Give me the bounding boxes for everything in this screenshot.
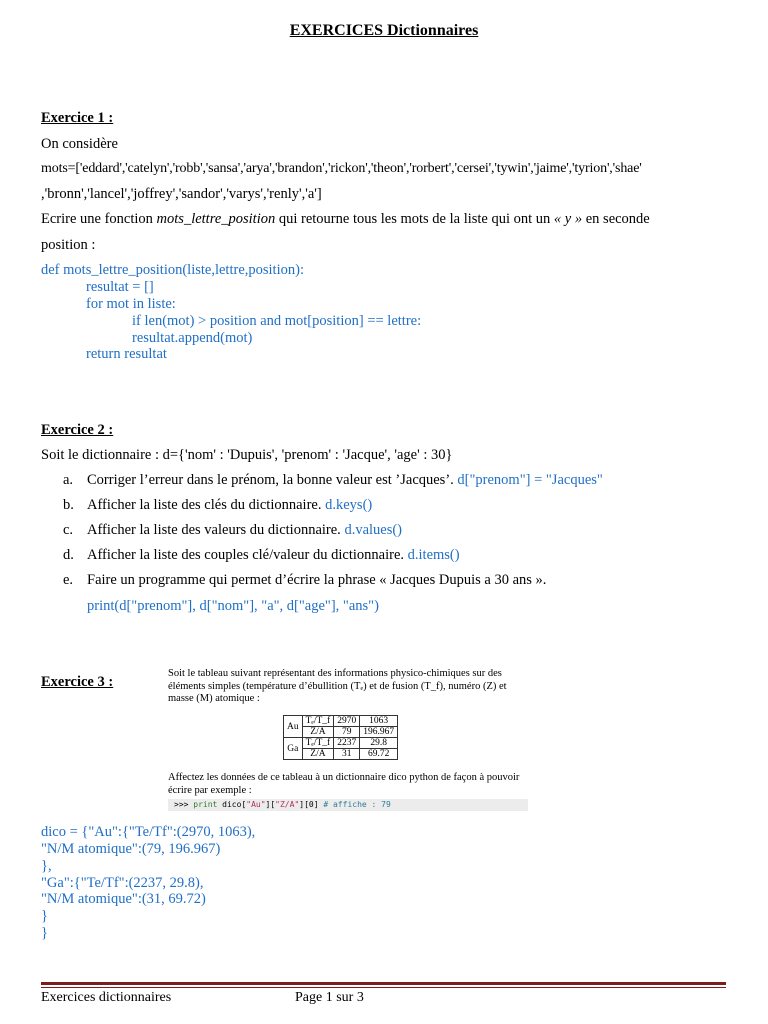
list-item-answer: d["prenom"] = "Jacques" bbox=[457, 472, 603, 488]
exercise-2-heading: Exercice 2 : bbox=[41, 422, 114, 438]
list-item bbox=[0, 497, 768, 517]
code-text: ][0] bbox=[299, 800, 324, 809]
table-cell: 2237 bbox=[334, 738, 360, 749]
list-item-letter: e. bbox=[63, 572, 74, 588]
code-line: "Ga":{"Te/Tf":(2237, 29.8), bbox=[41, 875, 204, 891]
footer-divider bbox=[41, 982, 726, 985]
element-table bbox=[283, 715, 398, 760]
ex1-question-text-c: en seconde bbox=[582, 211, 650, 227]
code-text: dico[ bbox=[217, 800, 247, 809]
list-item-text: Afficher la liste des clés du dictionnaire. bbox=[87, 497, 326, 513]
page-title: EXERCICES Dictionnaires bbox=[289, 22, 479, 39]
table-cell: Z/A bbox=[302, 749, 334, 760]
code-line: "N/M atomique":(79, 196.967) bbox=[41, 841, 221, 857]
table-cell: 31 bbox=[334, 749, 360, 760]
list-item-letter: b. bbox=[63, 497, 74, 513]
code-line: resultat.append(mot) bbox=[132, 330, 253, 346]
code-line: if len(mot) > position and mot[position] == lettre: bbox=[132, 313, 422, 329]
table-cell: Z/A bbox=[302, 727, 334, 738]
code-string: "Au" bbox=[246, 800, 266, 809]
list-item-letter: c. bbox=[63, 522, 74, 538]
list-item-answer: d.keys() bbox=[325, 497, 373, 513]
list-item-text: Corriger l’erreur dans le prénom, la bonne valeur est ’Jacques’. bbox=[87, 472, 458, 488]
list-item-answer: d.values() bbox=[344, 522, 403, 538]
list-item-answer: d.items() bbox=[407, 547, 460, 563]
footer-divider bbox=[41, 987, 726, 988]
ex2-intro: Soit le dictionnaire : d={'nom' : 'Dupuis', 'prenom' : 'Jacque', 'age' : 30} bbox=[41, 447, 453, 463]
list-item-letter: a. bbox=[63, 472, 74, 488]
ex1-question-text-b: qui retourne tous les mots de la liste qui ont un bbox=[275, 211, 554, 227]
footer-title: Exercices dictionnaires bbox=[41, 990, 172, 1005]
ex1-letter: « y » bbox=[553, 211, 583, 227]
code-line: def mots_lettre_position(liste,lettre,position): bbox=[41, 262, 304, 278]
code-line: } bbox=[41, 908, 48, 924]
table-cell: Tₑ/T_f bbox=[302, 716, 334, 727]
ex1-intro: On considère bbox=[41, 136, 118, 152]
exercise-3-image bbox=[168, 668, 528, 814]
code-string: "Z/A" bbox=[275, 800, 300, 809]
ex1-question-line2: position : bbox=[41, 237, 96, 253]
table-cell: Au bbox=[284, 716, 303, 738]
exercise-3-heading: Exercice 3 : bbox=[41, 674, 114, 690]
table-cell: 79 bbox=[334, 727, 360, 738]
code-text: ][ bbox=[265, 800, 276, 809]
code-keyword: print bbox=[193, 800, 218, 809]
table-cell: 1063 bbox=[360, 716, 398, 727]
table-cell: 29.8 bbox=[360, 738, 398, 749]
list-item-text: Afficher la liste des couples clé/valeur du dictionnaire. bbox=[87, 547, 408, 563]
code-line: }, bbox=[41, 858, 52, 874]
list-item bbox=[0, 547, 768, 567]
ex1-question-text-a: Ecrire une fonction bbox=[41, 211, 157, 227]
list-item bbox=[0, 572, 768, 592]
code-line: } bbox=[41, 925, 48, 941]
table-cell: Tₑ/T_f bbox=[302, 738, 334, 749]
ex1-list-line1: mots=['eddard','catelyn','robb','sansa','arya','brandon','rickon','theon','rorbert','cersei','tywin','jaime','tyrion','shae' bbox=[41, 161, 642, 176]
ex2-answer-e: print(d["prenom"], d["nom"], "a", d["age"], "ans") bbox=[87, 598, 379, 614]
code-comment: # affiche : 79 bbox=[323, 800, 391, 809]
code-line: for mot in liste: bbox=[86, 296, 176, 312]
list-item bbox=[0, 472, 768, 492]
code-prompt: >>> bbox=[174, 800, 194, 809]
embed-paragraph: Soit le tableau suivant représentant des informations physico-chimiques sur des éléments simples (température d’ébullition (Tₑ) et de fusion (T_f), numéro (Z) et masse (M) atomique : bbox=[168, 668, 507, 704]
ex1-question bbox=[41, 211, 650, 228]
code-line: return resultat bbox=[86, 346, 167, 362]
list-item-text: Afficher la liste des valeurs du dictionnaire. bbox=[87, 522, 345, 538]
table-cell: Ga bbox=[284, 738, 303, 760]
embed-paragraph: Affectez les données de ce tableau à un dictionnaire dico python de façon à pouvoir écrire par exemple : bbox=[168, 772, 520, 796]
embed-code-example bbox=[168, 799, 528, 811]
code-line: resultat = [] bbox=[86, 279, 154, 295]
table-cell: 2970 bbox=[334, 716, 360, 727]
list-item bbox=[0, 522, 768, 542]
exercise-1-heading: Exercice 1 : bbox=[41, 110, 114, 126]
list-item-text: Faire un programme qui permet d’écrire la phrase « Jacques Dupuis a 30 ans ». bbox=[87, 572, 547, 588]
code-line: "N/M atomique":(31, 69.72) bbox=[41, 891, 206, 907]
page-number: Page 1 sur 3 bbox=[295, 990, 364, 1005]
list-item-letter: d. bbox=[63, 547, 74, 563]
ex1-list-line2: ,'bronn','lancel','joffrey','sandor','varys','renly','a'] bbox=[41, 186, 322, 202]
table-cell: 69.72 bbox=[360, 749, 398, 760]
ex1-function-name: mots_lettre_position bbox=[156, 211, 276, 227]
code-line: dico = {"Au":{"Te/Tf":(2970, 1063), bbox=[41, 824, 256, 840]
table-cell: 196.967 bbox=[360, 727, 398, 738]
